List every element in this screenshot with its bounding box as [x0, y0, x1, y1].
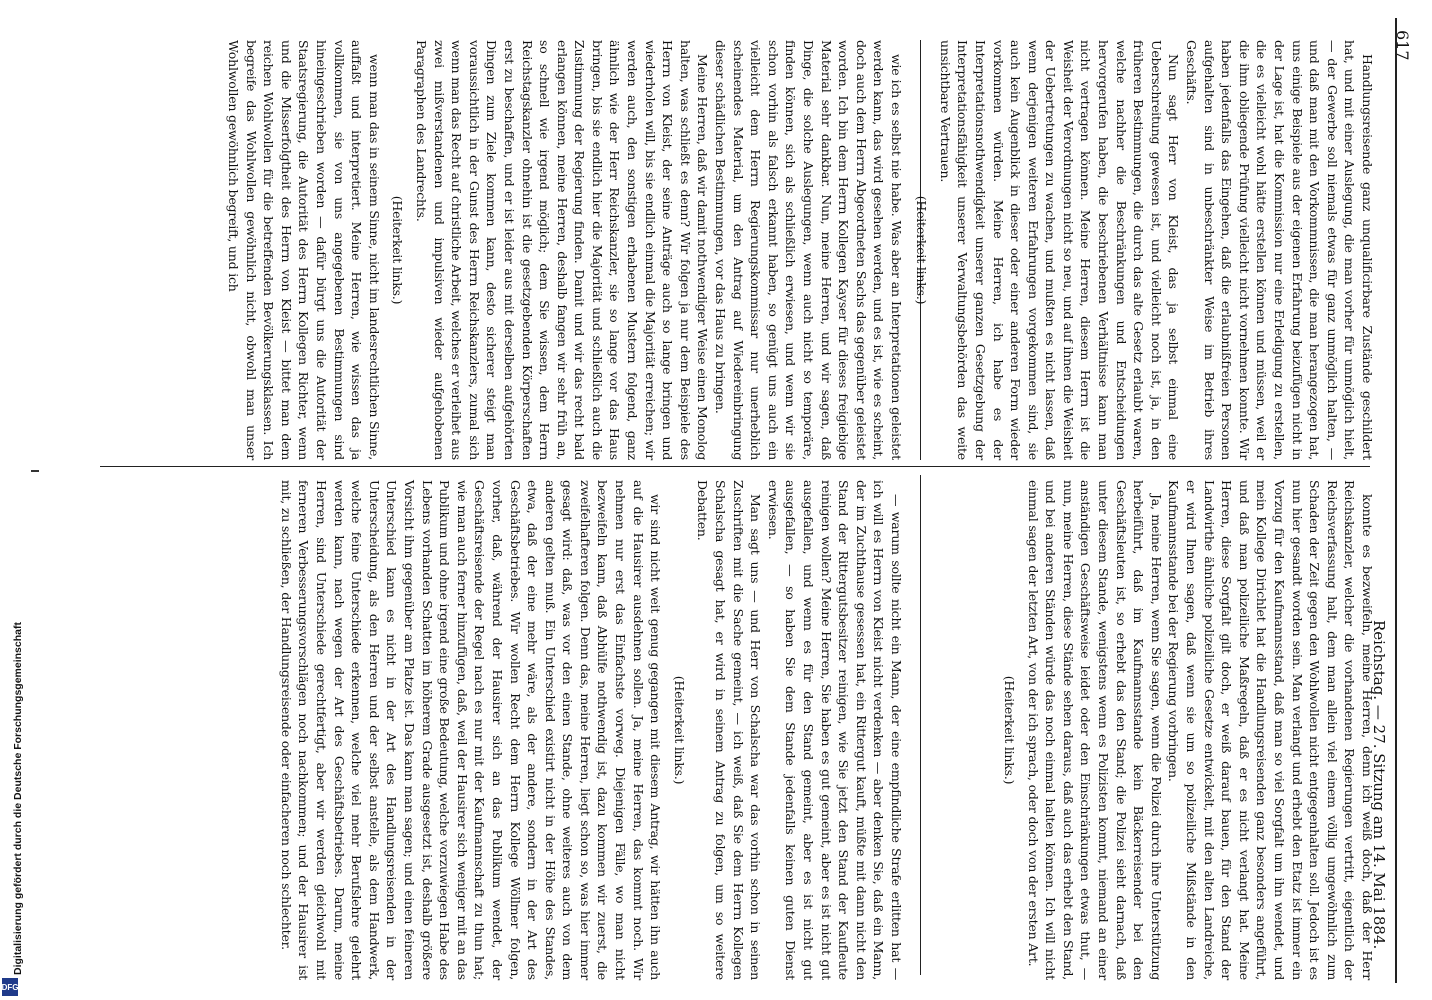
interjection: (Heiterkeit links.): [914, 195, 930, 305]
interjection: (Heiterkeit links.): [671, 675, 687, 785]
text-column-2: [914, 40, 1376, 460]
running-title: Reichstag. — 27. Sitzung am 14. Mai 1884.: [1370, 620, 1388, 950]
interjection: (Heiterkeit links.): [390, 195, 406, 305]
top-rule: [1395, 18, 1397, 983]
paragraph: wir sind nicht weit genug gegangen mit diesem Antrag, wir hätten ihn auch auf die Hausirer ausdehnen sollen. Ja, meine Herren, das kommt noch. Wir nehmen nur erst das Einfachste vorweg. Diejenigen Fälle, wo man nicht bezweifeln kann, daß Abhülfe nothwendig ist, dazu kommen wir zuerst, die zweifelhafteren folgen. Denn das, meine Herren, liegt schon so, was hier immer gesagt wird: daß, was vor den einen Stande, ohne weiteres auch von dem anderen gelten muß. Ein Unterschied existirt nicht in der Höhe des Standes, etwa, daß der eine mehr wäre, als der andere, sondern in der Art des Geschäftsbetriebes. Wir wollen Recht dem Herrn Kollege Wöllmer folgen, vorher, daß, während der Hausirer sich an das Publikum wendet, der Geschäftsreisende der Regel nach es nur mit der Kaufmannschaft zu thun hat; wie man auch ferner hinzufügen, daß, weil der Hausirer sich weniger mit an das Publikum und ohne irgend eine große Bedeutung, welche vorzuwiegen Habe des Lebens vorhanden Schatten im höherem Grade ausgesetzt ist, deshalb größere Vorsicht ihm gegenüber am Platze ist. Das kann man sagen; und einen feineren Unterschied kann es nicht in der Art des Handlungsreisenden in der Unterscheidung, als den Herren und der selbst anstelle, als dem Handwerk, welche feine Unterschiede erkennen, welche viel mehr Berufslehre gelehrt werden kann, nach wegen der Art des Geschäftsbetriebes. Darum, meine Herren, sind Unterschiede gerechtfertigt, aber wir werden gleichwohl mit ferneren Verbesserungsvorschlägen noch nachkommen; und der Hausirer ist mit, zu schließen, der Handlungsreisende oder einfacheren noch schlechter.: [278, 480, 664, 980]
paragraph: konnte es bezweifeln, meine Herren, denn ich weiß doch, daß der Herr Reichskanzler, welcher die vorhandenen Regierungen vertritt, eigentlich der Reichsverfassung halt, dem man allein viel einem völlig umgewöhnlich zum Schaden der Zeit gegen den Wohlwollen nicht entgegenhalten soll. Jedoch ist es nun hier gesandt worden sein. Man verlangt und erhebt den Etatz ist immer ein Vorzug für den Kaufmannsstand, daß man so viel Sorgfalt um ihn wendet, und mein Kollege Dirichlet hat die Handlungsreisenden ganz besonders angeführt, und daß man polizeiliche Maßregeln, daß er es nicht verlangt hat. Meine Herren, diese Sorgfalt gilt doch, er weiß darauf bauen, für den Stand der Landwirthe ähnliche polizeiliche Gesetze entwickelt, mit den alten Landreiche, er wird Ihnen sagen, daß wenn sie um so polizeiliche Mißstände in den Kaufmannsstande bei der Regierung vorbringen.: [1166, 480, 1375, 980]
paragraph: Man sagt uns — und Herr von Schalscha war das vorhin schon in seinen Zuschriften mit die Sache gemeint, — ich weiß, daß Sie dem Herrn Kollegen Schalscha gesagt hat, er wird in seinem Antrag zu folgen, um so weitere Debatten.: [695, 480, 764, 980]
text-column-3: [105, 40, 905, 460]
interjection: (Heiterkeit links.): [1002, 675, 1018, 785]
paragraph: Meine Herren, daß wir damit nothwendiger Weise einen Monolog halten, was schließt es denn? Wir folgen ja nur dem Beispiele des Herrn von Kleist, der seine Anträge auch so lange bringen und wiederholen will, bis sie endlich einmal die Majorität erreichen; wir werden auch, den sonstigen erhabenen Mustern folgend, ganz ähnlich wie der Herr Reichskanzler, sie so lange vor das Haus bringen, bis sie endlich hier die Majorität und schließlich auch die Zustimmung der Regierung finden. Damit und wir das recht bald erlangen können, meine Herren, deshalb fangen wir sehr früh an, so schnell wie irgend möglich; dem Sie wissen, dem Herrn Reichstagskanzler ohnehin ist die gesetzgebenden Körperschaften erst zu beschaffen, und er ist leider aus mit derselben aufgehörten Dingen zum Ziele kommen kann, desto sicherer steigt man voraussichtlich in der Gunst des Herrn Reichskanzlers, zumal sich wenn man das Recht auf christliche Arbeit, welches er verleihet aus zwei mißverstandenen und impulsiven wieder aufgehobenen Paragraphen des Landrechts.: [413, 40, 711, 460]
digitization-credit: Digitalisierung gefördert durch die Deutsche Forschungsgemeinschaft: [12, 622, 24, 975]
paragraph: Handlungsreisende ganz unqualificirbare Zustände geschildert hat, und mit einer Auslegung, die man vorher für unmöglich hielt, — der Gewerbe soll niemals etwas für ganz unmöglich halten, — und daß man mit den Vorkommnissen, die man herangezogen hat, uns einige Beispiele aus der eigenen Erfahrung beizufügen nicht in der Lage ist, hat die Kommission nur eine Erledigung zu erstellen, die es vielleicht wohl hätte erstellen können und müssen, weil er die ihm obliegende Prüfung vielleicht nicht vornehmen konnte. Wir haben jedenfalls das Eingehen, daß die erlaubnißfreien Personen aufgehalten sind in unbeschränkter Weise im Betrieb ihres Geschäfts.: [1184, 40, 1375, 460]
paragraph: Ja, meine Herren, wenn Sie sagen, wenn die Polizei durch ihre Unterstützung herbeiführt, daß im Kaufmannsstande kein Bäckerreisender bei den Geschäftsleuten ist, so erhebt das den Stand; die Polizei sieht darnach, daß unter diesem Stande, wenigstens wenn es Polizisten kommt, niemand an einer anständigen Geschäftsweise leidet oder den Einschränkungen etwas thut, — nun, meine Herren, diese Stände sehen daraus, daß auch das erhebt den Stand, und bei anderen Ständen würde das noch einmal halten können. Ich will nicht einmal sagen der letzten Art, von der ich sprach, oder doch von der ersten Art.: [1025, 480, 1164, 980]
paragraph: wenn man das in seinem Sinne, nicht im landesrechtlichen Sinne, auffaßt und interpretiert. Meine Herren, wie wissen das ja vollkommen, sie von uns angegebenen Bestimmungen sind hineingeschrieben worden — dafür bürgt uns die Autorität der Staatsregierung, die Autorität des Herrn Kollegen Richter, wenn und die Misserfolgtheit des Herrn von Kleist — bittet man dem reichen Wohlwollen für die betreffenden Bevölkerungsklassen. Ich begreife das Wohlwollen gewöhnlich nicht, obwohl man unser Wohlwollen gewöhnlich begreift, und ich: [226, 40, 382, 460]
column-divider-lower: [920, 475, 921, 975]
margin-mark: [31, 470, 39, 472]
paragraph: wie ich es selbst nie habe. Was aber an Interpretationen geleistet werden kann, das wird gesehen werden, und es ist, wie es scheint, doch auch dem Herrn Abgeordneten Sachs das gegenüber geleistet worden. Ich bin dem Herrn Kollegen Kayser für dieses freigiebige Material sehr dankbar. Nun, meine Herren, und wir sagen, daß Dinge, die solche Auslegungen, wenn auch nicht so temporäre, finden können, sich als schließlich erwiesen, und wenn wir sie schon vorhin als falsch erkannt haben, so genügt uns auch ein vielleicht dem Herrn Regierungskommissar nur unerheblich scheinendes Material, um den Antrag auf Wiedereinbringung dieser schädlichen Bestimmungen, vor das Haus zu bringen.: [713, 40, 904, 460]
page-number: 617: [1393, 30, 1412, 61]
paragraph: — warum sollte nicht ein Mann, der eine empfindliche Strafe erlitten hat — ich will es Herrn von Kleist nicht verdenken — aber denken Sie, daß ein Mann, der im Zuchthause gesessen hat, ein Rittergut kauft, müßte mit dann nicht den Stand der Rittergutsbesitzer reinigen, wie Sie jetzt den Stand der Kaufleute reinigen wollen? Meine Herren, Sie haben es gut gemeint, aber es ist nicht gut ausgefallen, und wenn es für den Stand gemeint, aber es ist nicht gut ausgefallen, — so haben Sie dem Stande jedenfalls keinen guten Dienst erwiesen.: [765, 480, 904, 980]
text-column-4: [105, 480, 905, 980]
dfg-logo-text: DFG: [1, 982, 19, 992]
paragraph: Nun sagt Herr von Kleist, das ja selbst einmal eine Ueberschreitung gewesen ist, und vielleicht noch ist, ja, in den früheren Bestimmungen, die durch das alte Gesetz erlaubt waren, welche nachher die Beschränkungen und Entscheidungen hervorgerufen haben, die beschriebenen Verhältnisse kann man nicht vertragen können. Meine Herren, diesem Herrn ist die Weisheit der Verordnungen nicht so neu, und auf ihnen die Weisheit der Uebertretungen zu wachen, und mußten es nicht lassen, daß wenn derjenigen weiteren Erfahrungen vorgekommen sind, sie auch kein Augenblick in dieser oder einer anderen Form wieder vorkommen würden. Meine Herren, ich habe es der Interpretationsnothwendigkeit unserer ganzen Gesetzgebung der Interpretationsfähigkeit unserer Verwaltungsbehörden das weite unsichtbare Vertrauen.: [937, 40, 1182, 460]
column-block-divider: [100, 466, 1370, 467]
text-column-1: [926, 480, 1376, 980]
dfg-logo: [2, 978, 18, 996]
